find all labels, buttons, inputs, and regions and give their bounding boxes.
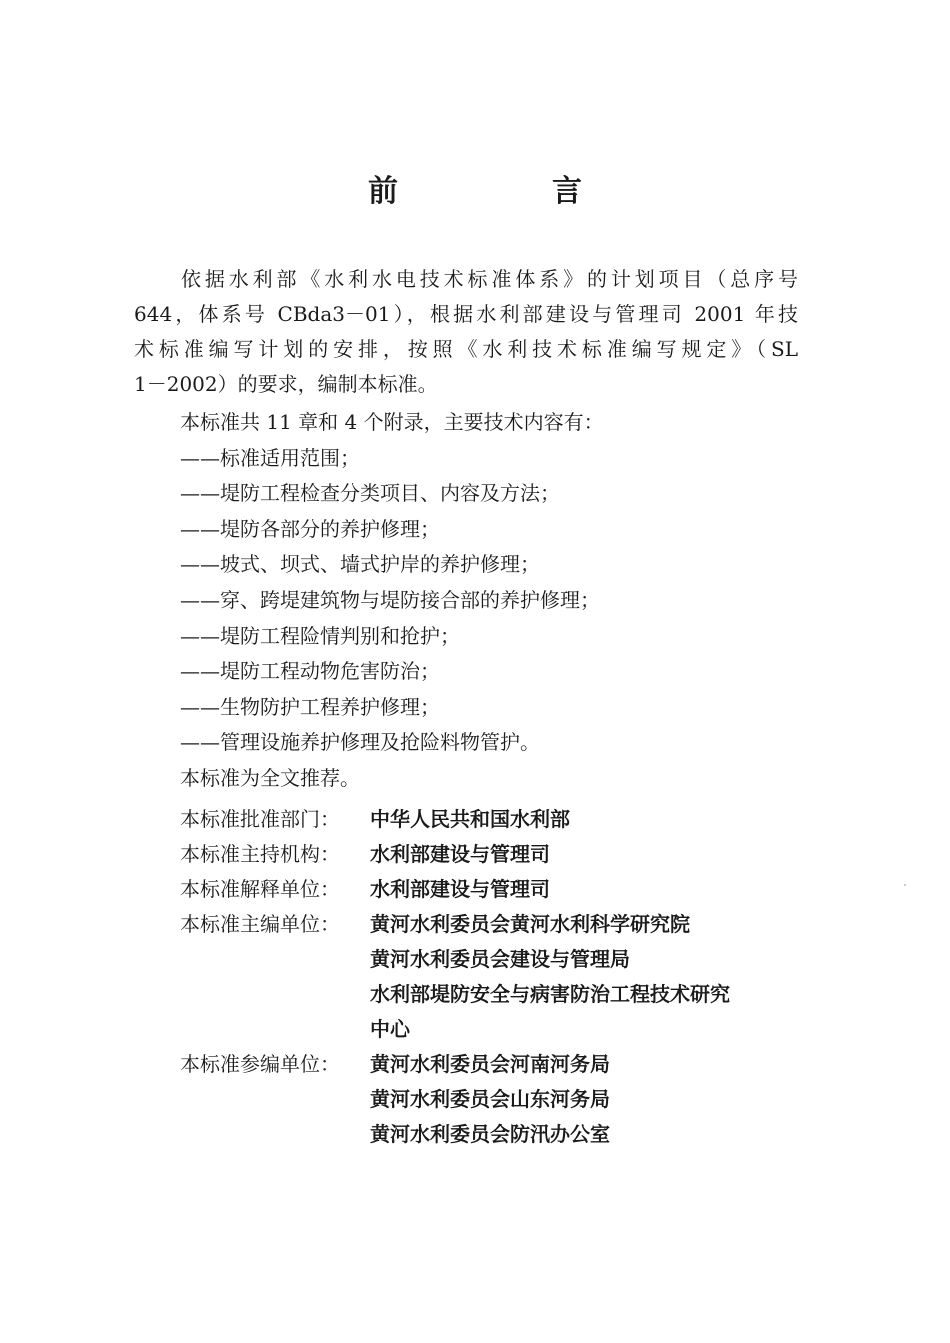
info-values: [370, 837, 800, 872]
content-list-item: ——穿、跨堤建筑物与堤防接合部的养护修理；: [180, 587, 600, 612]
info-value: 黄河水利委员会山东河务局: [370, 1087, 610, 1111]
info-value: 水利部建设与管理司: [370, 877, 550, 901]
info-values: [370, 1047, 800, 1152]
intro-line: 术标准编写计划的安排，按照《水利技术标准编写规定》（SL: [134, 337, 798, 361]
info-label: 本标准解释单位：: [180, 877, 340, 901]
participating-editor-units: [180, 1047, 800, 1152]
content-list-item: ——生物防护工程养护修理；: [180, 694, 440, 719]
info-value: 中华人民共和国水利部: [370, 807, 570, 831]
content-list-item: ——堤防工程动物危害防治；: [180, 659, 440, 684]
info-values: [370, 907, 800, 1047]
host-organization: [180, 837, 800, 872]
page-title: 前 言: [368, 174, 644, 209]
scan-speck: [904, 884, 906, 886]
content-list-item: ——标准适用范围；: [180, 445, 360, 470]
content-list-item: ——堤防工程检查分类项目、内容及方法；: [180, 481, 560, 506]
info-value: 水利部建设与管理司: [370, 842, 550, 866]
info-value: 中心: [370, 1017, 410, 1041]
info-label: 本标准参编单位：: [180, 1052, 340, 1076]
info-value: 黄河水利委员会河南河务局: [370, 1052, 610, 1076]
info-values: [370, 872, 800, 907]
info-value: 黄河水利委员会防汛办公室: [370, 1122, 610, 1146]
info-label: 本标准主编单位：: [180, 912, 340, 936]
intro-paragraph: [134, 262, 798, 402]
intro-line: 依据水利部《水利水电技术标准体系》的计划项目（总序号: [181, 267, 798, 291]
info-label: 本标准批准部门：: [180, 807, 340, 831]
content-list-item: ——坡式、坝式、墙式护岸的养护修理；: [180, 552, 540, 577]
approval-department: [180, 802, 800, 837]
intro-line: 1－2002）的要求，编制本标准。: [134, 372, 438, 396]
info-value: 黄河水利委员会黄河水利科学研究院: [370, 912, 690, 936]
contents-closing: 本标准为全文推荐。: [180, 765, 360, 790]
content-list-item: ——堤防工程险情判别和抢护；: [180, 623, 460, 648]
interpretation-unit: [180, 872, 800, 907]
content-list-item: ——堤防各部分的养护修理；: [180, 516, 440, 541]
intro-line: 644，体系号 CBda3－01），根据水利部建设与管理司 2001 年技: [134, 302, 798, 326]
contents-lead: 本标准共 11 章和 4 个附录，主要技术内容有：: [180, 410, 604, 434]
info-values: [370, 802, 800, 837]
chief-editor-units: [180, 907, 800, 1047]
standard-info-block: [180, 802, 800, 1152]
info-value: 水利部堤防安全与病害防治工程技术研究: [370, 982, 730, 1006]
info-label: 本标准主持机构：: [180, 842, 340, 866]
content-list-item: ——管理设施养护修理及抢险料物管护。: [180, 730, 540, 755]
technical-contents: [180, 405, 604, 797]
info-value: 黄河水利委员会建设与管理局: [370, 947, 630, 971]
